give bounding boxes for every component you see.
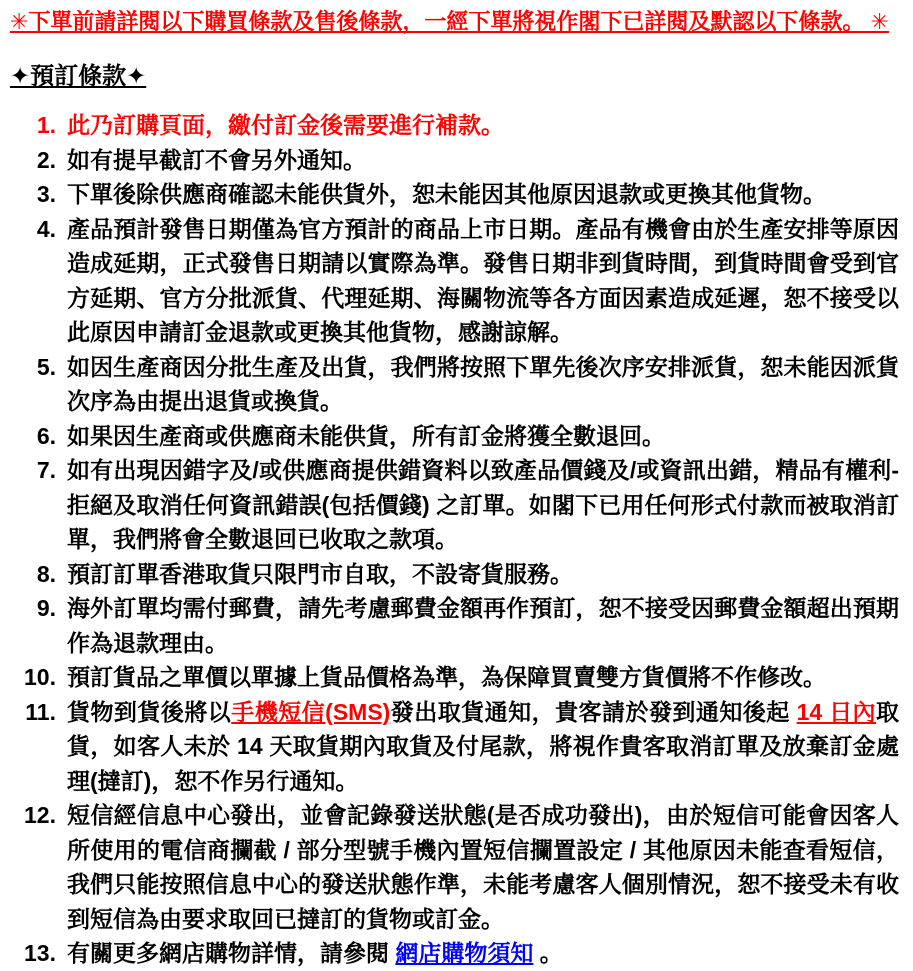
term-number: 2. — [36, 146, 56, 173]
term-text-segment: 如果因生產商或供應商未能供貨，所有訂金將獲全數退回。 — [67, 422, 665, 449]
term-item-7 — [10, 453, 899, 557]
term-number: 9. — [36, 595, 56, 621]
term-number: 13. — [24, 940, 56, 966]
term-item-12 — [10, 798, 899, 936]
term-number: 8. — [36, 560, 56, 587]
term-item-13 — [10, 936, 899, 971]
section-title-preorder-terms: ✦預訂條款✦ — [10, 63, 147, 90]
term-text-segment: 如因生產商因分批生產及出貨，我們將按照下單先後次序安排派貨，恕未能因派貨次序為由提出退貨或換貨。 — [67, 353, 899, 414]
term-text-segment: 預訂貨品之單價以單據上貨品價格為準，為保障買賣雙方貨價將不作修改。 — [67, 664, 826, 690]
term-text-segment: 有關更多網店購物詳情，請參閱 — [67, 940, 396, 966]
term-text-segment: 下單後除供應商確認未能供貨外，恕未能因其他原因退款或更換其他貨物。 — [67, 181, 826, 207]
term-text — [67, 591, 899, 660]
terms-list — [10, 108, 899, 971]
term-text — [67, 660, 899, 695]
term-item-9 — [10, 591, 899, 660]
term-text — [67, 936, 899, 971]
term-item-6 — [10, 419, 899, 454]
term-text-segment: 發出取貨通知，貴客請於發到通知後起 — [390, 698, 797, 725]
term-text-segment: 如有提早截訂不會另外通知。 — [67, 146, 366, 173]
term-item-2 — [10, 143, 899, 178]
term-text-segment: 產品預計發售日期僅為官方預計的商品上市日期。產品有機會由於生產安排等原因造成延期，正式發售日期請以實際為準。發售日期非到貨時間，到貨時間會受到官方延期、官方分批派貨、代理延期、海關物流等各方面因素造成延遲，恕不接受以此原因申請訂金退款或更換其他貨物，感謝諒解。 — [67, 215, 899, 345]
term-text — [67, 177, 899, 212]
term-text-segment: 海外訂單均需付郵費，請先考慮郵費金額再作預訂，恕不接受因郵費金額超出預期作為退款理由。 — [67, 595, 899, 656]
term-text — [67, 695, 899, 799]
term-item-11 — [10, 695, 899, 799]
term-text-segment: 預訂訂單香港取貨只限門市自取，不設寄貨服務。 — [67, 560, 573, 587]
term-text — [67, 143, 899, 178]
term-item-3 — [10, 177, 899, 212]
term-text — [67, 108, 899, 143]
term-text-segment: 手機短信(SMS) — [231, 698, 391, 725]
term-text — [67, 419, 899, 454]
term-text-segment: 。 — [533, 940, 563, 966]
shop-guide-link[interactable]: 網店購物須知 — [395, 940, 534, 966]
term-text — [67, 798, 899, 936]
term-item-1 — [10, 108, 899, 143]
term-number: 12. — [24, 802, 56, 828]
term-number: 4. — [36, 215, 56, 242]
term-text — [67, 453, 899, 557]
term-number: 5. — [36, 353, 56, 380]
term-number: 7. — [36, 457, 56, 483]
term-item-4 — [10, 212, 899, 350]
term-text-segment: 如有出現因錯字及/或供應商提供錯資料以致產品價錢及/或資訊出錯，精品有權利-拒絕及取消任何資訊錯誤(包括價錢) 之訂單。如閣下已用任何形式付款而被取消訂單，我們將會全數退回已收取之款項。 — [67, 457, 899, 552]
term-text-segment: 此乃訂購頁面，繳付訂金後需要進行補款。 — [67, 112, 504, 138]
term-text — [67, 212, 899, 350]
term-item-5 — [10, 350, 899, 419]
term-text-segment: 貨物到貨後將以 — [67, 698, 232, 725]
term-item-8 — [10, 557, 899, 592]
term-number: 11. — [25, 698, 56, 725]
term-item-10 — [10, 660, 899, 695]
term-text-segment: 短信經信息中心發出，並會記錄發送狀態(是否成功發出)，由於短信可能會因客人所使用的電信商攔截 / 部分型號手機內置短信攔置設定 / 其他原因未能查看短信，我們只能按照信息中心的發送狀態作準，未能考慮客人個別情況，恕不接受未有收到短信為由要求取回已撻訂的貨物或訂金。 — [67, 802, 899, 932]
term-text — [67, 350, 899, 419]
purchase-terms-warning-header: ✳下單前請詳閱以下購買條款及售後條款，一經下單將視作閣下已詳閱及默認以下條款。 ✳ — [10, 9, 889, 34]
term-number: 6. — [36, 422, 56, 449]
term-number: 10. — [24, 664, 56, 690]
term-number: 1. — [36, 112, 56, 138]
term-number: 3. — [36, 181, 56, 207]
term-text — [67, 557, 899, 592]
term-text-segment: 取貨，如客人未於 14 天取貨期內取貨及付尾款，將視作貴客取消訂單及放棄訂金處理(撻訂)，恕不作另行通知。 — [67, 698, 900, 794]
term-text-segment: 14 日內 — [796, 698, 877, 725]
